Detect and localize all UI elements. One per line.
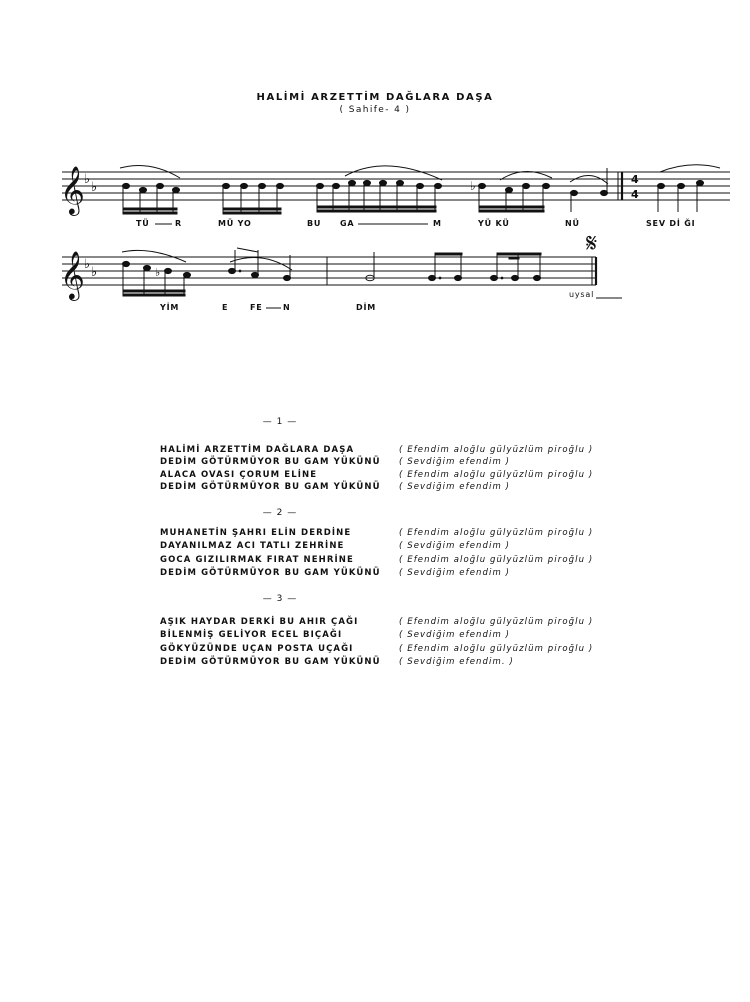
lyric-syllable: YİM bbox=[160, 303, 180, 312]
segno-icon bbox=[586, 229, 597, 259]
svg-text:4: 4 bbox=[631, 173, 639, 186]
lyric-syllable: BU bbox=[307, 219, 322, 228]
svg-text:♭: ♭ bbox=[91, 265, 98, 280]
verse-line-refrain: ( Efendim aloğlu gülyüzlüm piroğlu ) bbox=[399, 470, 594, 480]
svg-text:♭: ♭ bbox=[84, 172, 91, 187]
verse-line-text: HALİMİ ARZETTİM DAĞLARA DAŞA bbox=[160, 445, 355, 455]
verse-line-refrain: ( Efendim aloğlu gülyüzlüm piroğlu ) bbox=[399, 644, 594, 654]
verse-line-text: DEDİM GÖTÜRMÜYOR BU GAM YÜKÜNÜ bbox=[160, 482, 381, 492]
verse-line-refrain: ( Efendim aloğlu gülyüzlüm piroğlu ) bbox=[399, 555, 594, 565]
verse-line-text: ALACA OVASI ÇORUM ELİNE bbox=[160, 470, 318, 480]
verse-heading: — 1 — bbox=[262, 417, 298, 427]
lyric-syllable: M bbox=[433, 219, 442, 228]
verse-line-text: DEDİM GÖTÜRMÜYOR BU GAM YÜKÜNÜ bbox=[160, 457, 381, 467]
lyric-syllable: R bbox=[175, 219, 182, 228]
lyric-syllable: YÜ KÜ bbox=[478, 219, 510, 228]
lyric-syllable: NÜ bbox=[565, 219, 580, 228]
verse-line-refrain: ( Sevdiğim efendim. ) bbox=[399, 657, 514, 667]
verse-line-text: MUHANETİN ŞAHRI ELİN DERDİNE bbox=[160, 528, 352, 538]
lyric-syllable: FE bbox=[250, 303, 263, 312]
lyric-syllable: N bbox=[283, 303, 291, 312]
svg-text:♭: ♭ bbox=[91, 180, 98, 195]
verse-line-text: BİLENMİŞ GELİYOR ECEL BIÇAĞI bbox=[160, 630, 343, 640]
notes-row-2 bbox=[122, 248, 541, 296]
verse-heading: — 3 — bbox=[262, 594, 298, 604]
verse-line-refrain: ( Efendim aloğlu gülyüzlüm piroğlu ) bbox=[399, 445, 594, 455]
verse-line-refrain: ( Sevdiğim efendim ) bbox=[399, 457, 511, 467]
lyric-syllable: DİM bbox=[356, 303, 376, 312]
lyric-syllable: SEV Dİ ĞI bbox=[646, 219, 696, 228]
lyrics-row-1 bbox=[136, 217, 695, 228]
treble-clef-icon bbox=[60, 250, 85, 301]
svg-text:♭: ♭ bbox=[155, 266, 161, 279]
verse-heading: — 2 — bbox=[262, 508, 298, 518]
segno-symbol: 𝄋 bbox=[586, 229, 598, 259]
verse-line-refrain: ( Efendim aloğlu gülyüzlüm piroğlu ) bbox=[399, 528, 594, 538]
verse-line-text: GÖKYÜZÜNDE UÇAN POSTA UÇAĞI bbox=[160, 644, 354, 654]
lyrics-row-2 bbox=[159, 290, 594, 312]
key-signature-flats bbox=[84, 172, 97, 195]
verse-line-text: AŞIK HAYDAR DERKİ BU AHIR ÇAĞI bbox=[160, 617, 359, 627]
verse-line-refrain: ( Sevdiğim efendim ) bbox=[399, 630, 511, 640]
verse-line-refrain: ( Sevdiğim efendim ) bbox=[399, 482, 511, 492]
verse-line-refrain: ( Sevdiğim efendim ) bbox=[399, 568, 511, 578]
svg-text:𝄞: 𝄞 bbox=[60, 250, 85, 299]
verse-line-text: DAYANILMAZ ACI TATLI ZEHRİNE bbox=[160, 541, 345, 551]
svg-text:♭: ♭ bbox=[84, 257, 91, 272]
lyric-syllable: uysal bbox=[569, 290, 595, 299]
lyric-syllable: TÜ bbox=[136, 219, 150, 228]
song-title: HALİMİ ARZETTİM DAĞLARA DAŞA bbox=[256, 92, 494, 103]
svg-text:4: 4 bbox=[631, 188, 639, 201]
treble-clef-icon bbox=[60, 165, 85, 216]
verse-line-text: DEDİM GÖTÜRMÜYOR BU GAM YÜKÜNÜ bbox=[160, 568, 381, 578]
svg-text:𝄞: 𝄞 bbox=[60, 165, 85, 214]
verse-line-refrain: ( Sevdiğim efendim ) bbox=[399, 541, 511, 551]
verse-line-text: GOCA GIZILIRMAK FIRAT NEHRİNE bbox=[160, 555, 354, 565]
verse-line-refrain: ( Efendim aloğlu gülyüzlüm piroğlu ) bbox=[399, 617, 594, 627]
verse-line-text: DEDİM GÖTÜRMÜYOR BU GAM YÜKÜNÜ bbox=[160, 657, 381, 667]
lyric-syllable: MÜ YO bbox=[218, 219, 252, 228]
svg-text:♭: ♭ bbox=[470, 179, 476, 193]
lyric-syllable: E bbox=[222, 303, 229, 312]
time-signature-4-4 bbox=[631, 173, 639, 201]
page-subtitle: ( Sahife- 4 ) bbox=[339, 105, 411, 115]
lyric-syllable: GA bbox=[340, 219, 355, 228]
key-signature-flats bbox=[84, 257, 97, 280]
music-score bbox=[0, 0, 750, 330]
